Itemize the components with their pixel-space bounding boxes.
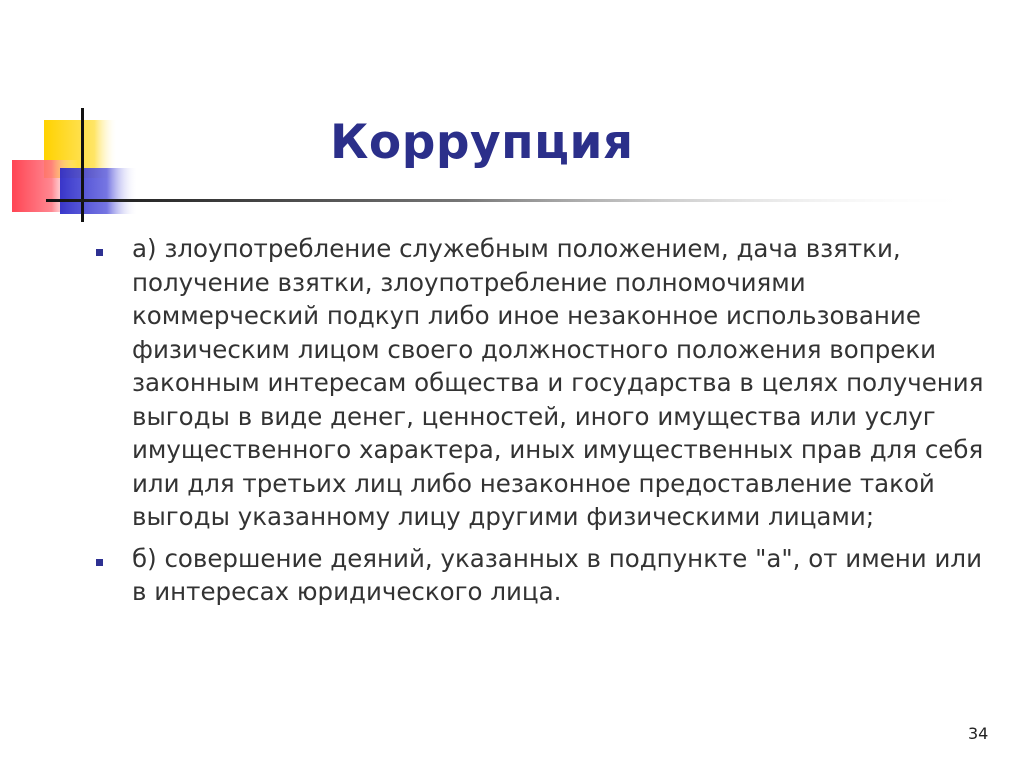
bullet-list bbox=[96, 232, 996, 617]
square-bullet-icon bbox=[96, 559, 103, 566]
list-item-text: а) злоупотребление служебным положением, дача взятки, получение взятки, злоупотребление полномочиями коммерческий подкуп либо иное незаконное использование физическим лицом своего должностного положения вопреки законным интересам общества и государства в целях получения выгоды в виде денег, ценностей, иного имущества или услуг имущественного характера, иных имущественных прав для себя или для третьих лиц либо незаконное предоставление такой выгоды указанному лицу другими физическими лицами; bbox=[132, 234, 984, 531]
horizontal-line bbox=[46, 199, 976, 202]
page-number: 34 bbox=[968, 724, 989, 743]
list-item bbox=[96, 232, 996, 534]
vertical-line bbox=[81, 108, 84, 222]
list-item bbox=[96, 542, 996, 609]
list-item-text: б) совершение деяний, указанных в подпункте "а", от имени или в интересах юридического лица. bbox=[132, 543, 983, 606]
square-bullet-icon bbox=[96, 249, 103, 256]
slide-title: Коррупция bbox=[330, 115, 634, 170]
blue-square bbox=[60, 168, 138, 214]
